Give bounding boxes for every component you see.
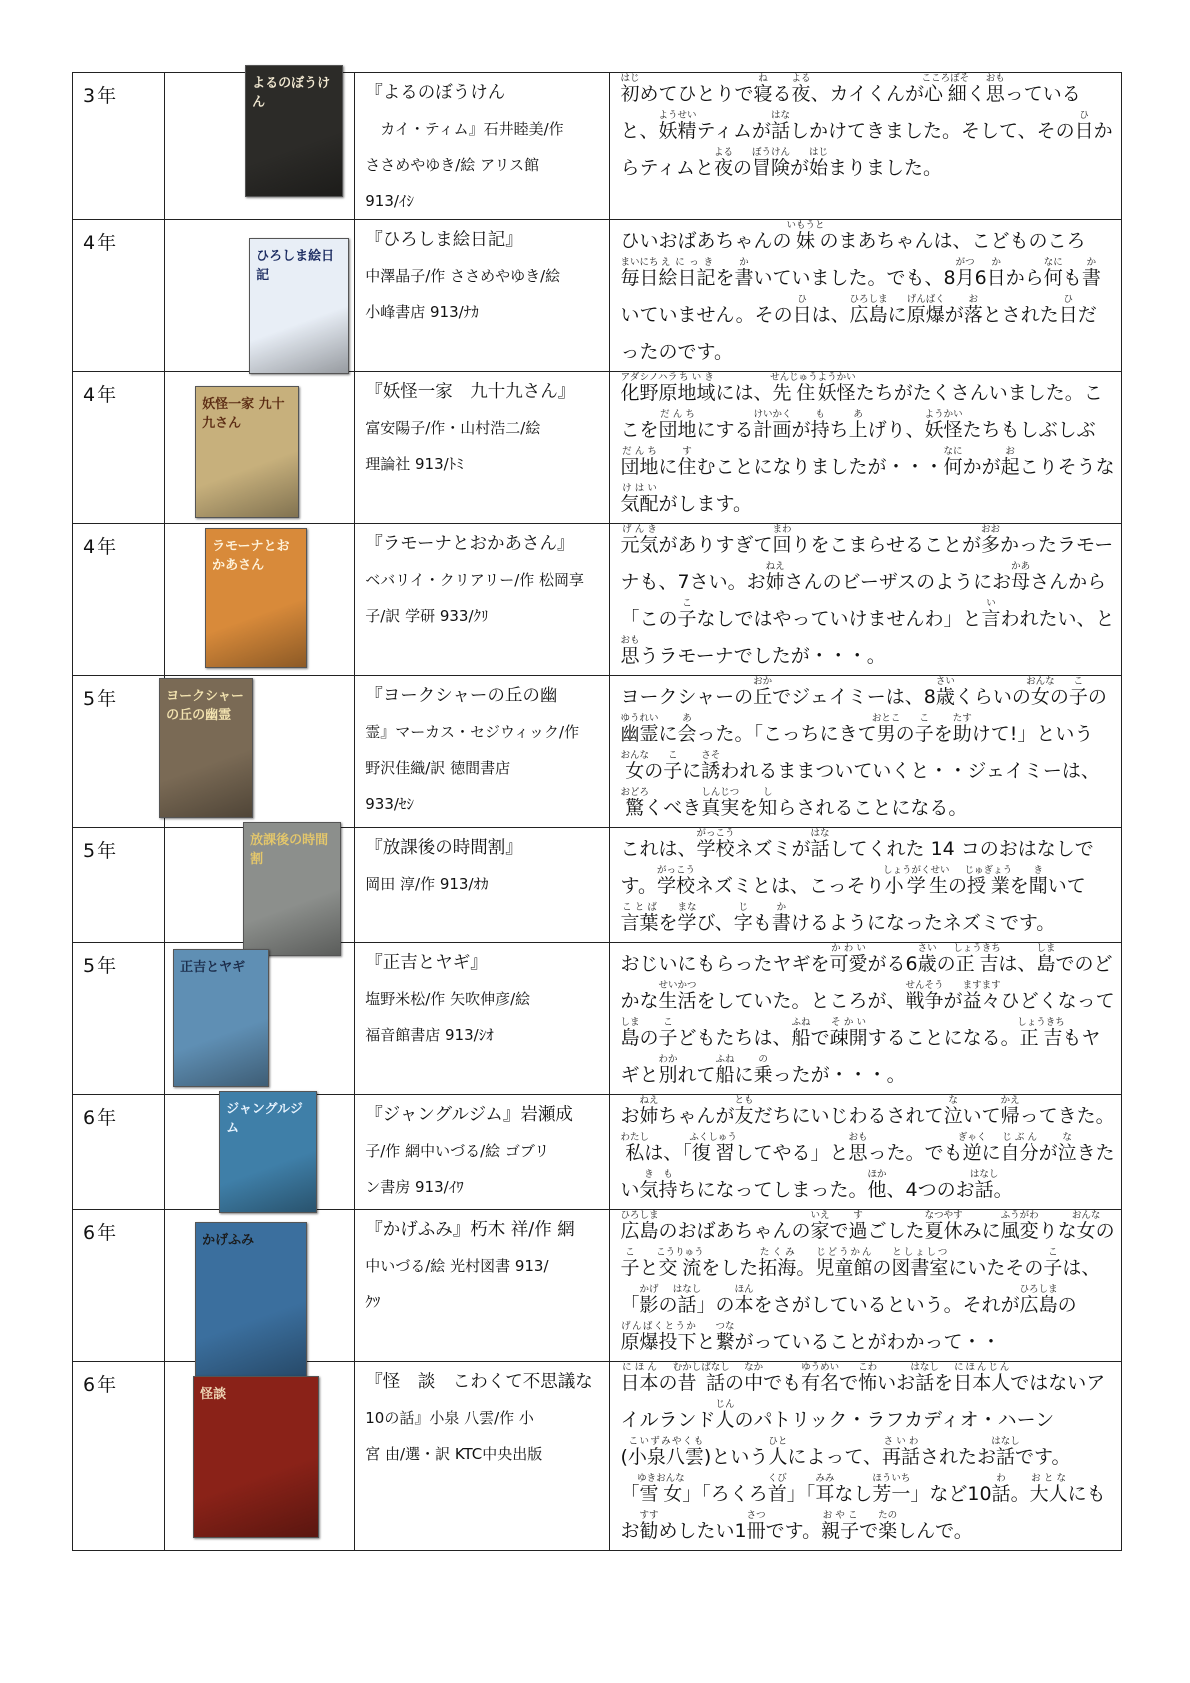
- description-cell: [610, 220, 1122, 372]
- grade-cell: [73, 372, 165, 524]
- cover-title: ラモーナとおかあさん: [212, 539, 290, 573]
- book-row: [73, 372, 1122, 524]
- description-cell: [610, 943, 1122, 1095]
- book-info-cell: [355, 676, 610, 828]
- cover-title: 妖怪一家 九十九さん: [202, 397, 285, 431]
- book-info-cell: [355, 943, 610, 1095]
- book-title: 『ジャングルジム』岩瀬成: [365, 1105, 573, 1125]
- book-title: 『怪 談 こわくて不思議な: [365, 1372, 593, 1392]
- book-cover-image: [219, 1091, 317, 1213]
- book-info-cell: [355, 220, 610, 372]
- grade-label: 4年: [83, 232, 119, 254]
- book-info-line: 福音館書店 913/ｼｵ: [365, 1026, 494, 1044]
- grade-label: 3年: [83, 85, 119, 107]
- cover-title: ひろしま絵日記: [256, 249, 335, 283]
- book-cover-image: [195, 386, 299, 518]
- book-info-line: 岡田 淳/作 913/ｵｶ: [365, 875, 489, 893]
- book-row: [73, 73, 1122, 220]
- book-info-line: 933/ｾｼ: [365, 795, 414, 813]
- grade-cell: [73, 1362, 165, 1551]
- cover-cell: [165, 73, 355, 220]
- grade-label: 6年: [83, 1374, 119, 1396]
- book-info-line: ベバリイ・クリアリー/作 松岡享: [365, 571, 585, 589]
- book-description: お姉ねえちゃんが友ともだちにいじわるされて泣ないて帰かえってきた。私わたしは、「復習ふくしゅうしてやる」と思おもった。でも逆ぎゃくに自分じぶんが泣なきたい気持きもちになってしまった。他ほか、4つのお話はなし。: [620, 1095, 1115, 1201]
- book-info-line: ささめやゆき/絵 アリス館: [365, 156, 540, 174]
- book-info-line: 子/訳 学研 933/ｸﾘ: [365, 607, 489, 625]
- description-cell: [610, 372, 1122, 524]
- book-info-cell: [355, 73, 610, 220]
- book-info-line: 10の話』小泉 八雲/作 小: [365, 1409, 534, 1427]
- grade-cell: [73, 524, 165, 676]
- cover-cell: [165, 524, 355, 676]
- cover-cell: [165, 220, 355, 372]
- cover-cell: [165, 1095, 355, 1210]
- grade-label: 5年: [83, 688, 119, 710]
- grade-cell: [73, 828, 165, 943]
- description-cell: [610, 828, 1122, 943]
- book-title: 『ひろしま絵日記』: [365, 230, 523, 250]
- book-info-line: 中澤晶子/作 ささめやゆき/絵: [365, 267, 561, 285]
- book-list-table: [72, 72, 1122, 1551]
- cover-cell: [165, 372, 355, 524]
- book-description: これは、学校がっこうネズミが話はなしてくれた 14 コのおはなしです。学校がっこうネズミとは、こっそり小学生しょうがくせいの授業じゅぎょうを聞きいて言葉ことばを学まなび、字じも書かけるようになったネズミです。: [620, 828, 1094, 934]
- book-info-line: 霊』マーカス・セジウィック/作: [365, 723, 580, 741]
- book-info-cell: [355, 1095, 610, 1210]
- grade-cell: [73, 943, 165, 1095]
- cover-title: ヨークシャーの丘の幽霊: [166, 689, 244, 723]
- book-row: [73, 943, 1122, 1095]
- book-info-cell: [355, 1210, 610, 1362]
- book-description: 化野原アダシノハラ地域ちいきには、先住せんじゅう妖怪ようかいたちがたくさんいました。ここを団地だんちにする計画けいかくが持もち上あげり、妖怪ようかいたちもしぶしぶ団地だんちに住すむことになりましたが・・・何なにかが起おこりそうな気配けはいがします。: [620, 372, 1115, 515]
- book-row: [73, 220, 1122, 372]
- description-cell: [610, 73, 1122, 220]
- book-info-line: 中いづる/絵 光村図書 913/: [365, 1257, 549, 1275]
- book-title: 『かげふみ』朽木 祥/作 網: [365, 1220, 575, 1240]
- book-title: 『妖怪一家 九十九さん』: [365, 382, 576, 402]
- book-description: 日本にほんの昔むかし話ばなしの中なかでも有名ゆうめいで怖こわいお話はなしを日本人にほんじんではないアイルランド人じんのパトリック・ラフカディオ・ハーン(小泉八雲こいずみやくも)という人ひとによって、再話さいわされたお話はなしです。「雪女ゆきおんな」「ろくろ首くび」「耳みみなし芳一ほういち」など10話わ。大人おとなにもお勧すすめしたい1冊さつです。親子おやこで楽たのしんで。: [620, 1362, 1106, 1542]
- description-cell: [610, 1210, 1122, 1362]
- book-title: 『ラモーナとおかあさん』: [365, 534, 575, 554]
- cover-cell: [165, 1210, 355, 1362]
- book-row: [73, 676, 1122, 828]
- book-cover-image: [173, 949, 269, 1087]
- book-row: [73, 1362, 1122, 1551]
- book-description: 元気げんきがありすぎて回まわりをこまらせることが多おおかったラモーナも、7さい。お姉ねえさんのビーザスのようにお母かあさんから「この子こなしではやっていけませんわ」と言いわれたい、と思おもうラモーナでしたが・・・。: [620, 524, 1115, 667]
- book-description: 初はじめてひとりで寝ねる夜よる、カイくんが心細こころぼそく思おもっていると、妖精ようせいティムが話はなしかけてきました。そして、その日ひからティムと夜よるの冒険ぼうけんが始はじまりました。: [620, 73, 1113, 179]
- book-description: おじいにもらったヤギを可愛かわいがる6歳さいの正吉しょうきちは、島しまでのどかな生活せいかつをしていた。ところが、戦争せんそうが益々ますますひどくなって島しまの子こどもたちは、船ふねで疎開そかいすることになる。正吉しょうきちもヤギと別わかれて船ふねに乗のったが・・・。: [620, 943, 1115, 1086]
- book-info-line: 塩野米松/作 矢吹伸彦/絵: [365, 990, 531, 1008]
- book-description: 広島ひろしまのおばあちゃんの家いえで過すごした夏休なつやすみに風変ふうがわりな女おんなの子こと交流こうりゅうをした拓海たくみ。児童館じどうかんの図書室としょしつにいたその子こは、「影かげの話はなし」の本ほんをさがしているという。それが広島ひろしまの原爆投下げんばくとうかと繋つながっていることがわかって・・: [620, 1210, 1115, 1353]
- book-info-line: 小峰書店 913/ﾅｶ: [365, 303, 479, 321]
- grade-label: 4年: [83, 536, 119, 558]
- description-cell: [610, 1095, 1122, 1210]
- grade-cell: [73, 73, 165, 220]
- book-info-line: 913/ｲｼ: [365, 192, 414, 210]
- grade-cell: [73, 220, 165, 372]
- book-title: 『よるのぼうけん: [365, 83, 506, 103]
- cover-cell: [165, 1362, 355, 1551]
- grade-label: 6年: [83, 1107, 119, 1129]
- book-info-line: 富安陽子/作・山村浩二/絵: [365, 419, 541, 437]
- book-row: [73, 1210, 1122, 1362]
- cover-title: かげふみ: [202, 1233, 255, 1248]
- book-info-line: 子/作 網中いづる/絵 ゴブリ: [365, 1142, 550, 1160]
- grade-cell: [73, 1095, 165, 1210]
- cover-title: 怪談: [200, 1387, 227, 1402]
- cover-cell: [165, 676, 355, 828]
- book-cover-image: [193, 1376, 319, 1538]
- grade-label: 4年: [83, 384, 119, 406]
- book-row: [73, 524, 1122, 676]
- book-info-cell: [355, 372, 610, 524]
- book-row: [73, 828, 1122, 943]
- book-description: ひいおばあちゃんの妹いもうとのまあちゃんは、こどものころ毎日まいにち絵日記えにっきを書かいていました。でも、8月がつ6日かから何なにも書かいていません。その日ひは、広島ひろしまに原爆げんばくが落おとされた日ひだったのです。: [620, 220, 1101, 363]
- grade-label: 5年: [83, 955, 119, 977]
- book-cover-image: [245, 65, 343, 197]
- book-info-cell: [355, 524, 610, 676]
- book-info-cell: [355, 1362, 610, 1551]
- grade-cell: [73, 1210, 165, 1362]
- book-title: 『ヨークシャーの丘の幽: [365, 686, 558, 706]
- book-cover-image: [243, 822, 341, 956]
- cover-cell: [165, 943, 355, 1095]
- cover-title: よるのぼうけん: [252, 76, 331, 110]
- book-cover-image: [195, 1222, 307, 1380]
- book-info-line: ｸﾂ: [365, 1293, 381, 1311]
- book-info-line: カイ・ティム』石井睦美/作: [365, 120, 564, 138]
- book-cover-image: [205, 528, 307, 668]
- book-description: ヨークシャーの丘おかでジェイミーは、8歳さいくらいの女おんなの子この幽霊ゆうれいに会あった。「こっちにきて男おとこの子こを助たすけて!」という女おんなの子こに誘さそわれるままついていくと・・ジェイミーは、驚おどろくべき真実しんじつを知しらされることになる。: [620, 676, 1107, 819]
- book-info-line: 野沢佳織/訳 徳間書店: [365, 759, 511, 777]
- book-row: [73, 1095, 1122, 1210]
- description-cell: [610, 524, 1122, 676]
- grade-label: 5年: [83, 840, 119, 862]
- cover-title: 放課後の時間割: [250, 833, 329, 867]
- book-cover-image: [249, 238, 349, 374]
- book-title: 『放課後の時間割』: [365, 838, 523, 858]
- cover-cell: [165, 828, 355, 943]
- cover-title: ジャングルジム: [226, 1102, 303, 1136]
- book-cover-image: [159, 678, 253, 818]
- book-info-line: 理論社 913/ﾄﾐ: [365, 455, 464, 473]
- description-cell: [610, 676, 1122, 828]
- book-title: 『正吉とヤギ』: [365, 953, 488, 973]
- book-info-cell: [355, 828, 610, 943]
- grade-label: 6年: [83, 1222, 119, 1244]
- book-info-line: ン書房 913/ｲﾜ: [365, 1178, 464, 1196]
- book-info-line: 宮 由/選・訳 KTC中央出版: [365, 1445, 543, 1463]
- grade-cell: [73, 676, 165, 828]
- cover-title: 正吉とヤギ: [180, 960, 246, 975]
- description-cell: [610, 1362, 1122, 1551]
